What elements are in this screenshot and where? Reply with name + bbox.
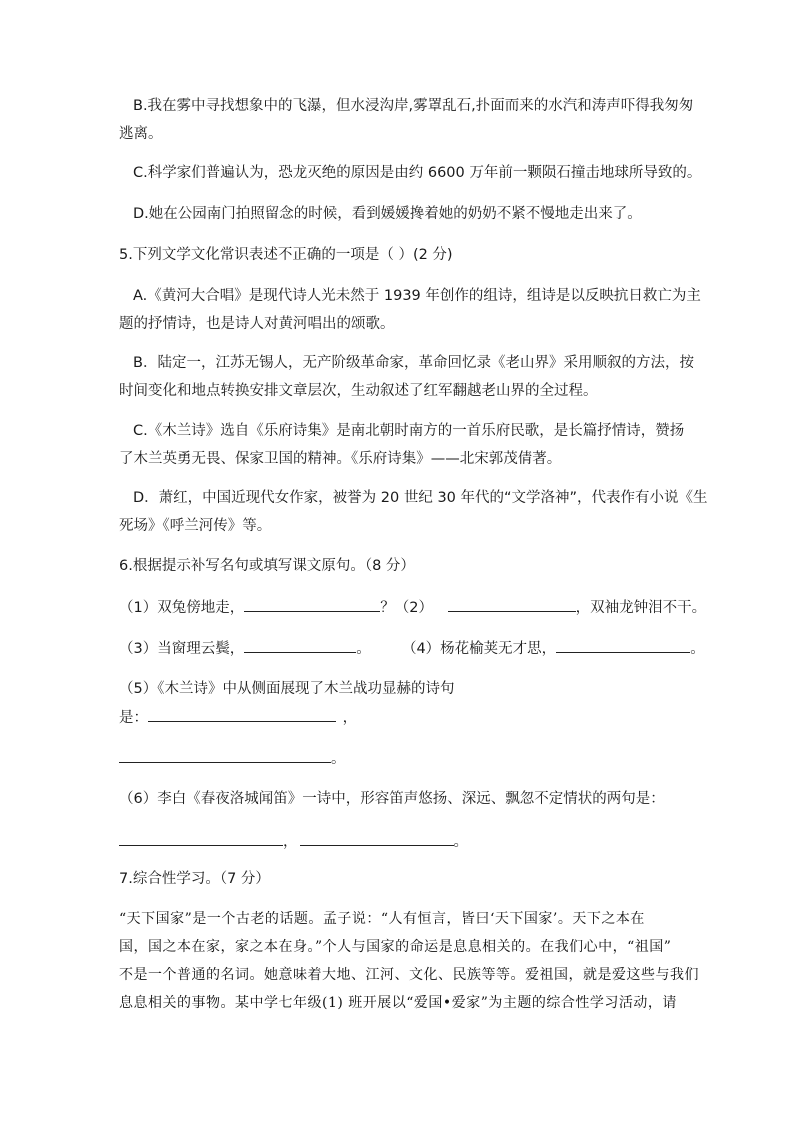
q6-part-2-label: ？（2） [380, 600, 433, 616]
q6-part-3-end: 。 [356, 641, 371, 657]
q6-part-5-label: （5）《木兰诗》中从侧面展现了木兰战功显赫的诗句 [119, 681, 455, 697]
answer-blank-1[interactable] [244, 597, 380, 612]
question-6-stem: 6.根据提示补写名句或填写课文原句。（8 分） [119, 558, 415, 574]
q6-line-3-4 [119, 638, 705, 659]
q5-option-d-line2: 死场》《呼兰河传》等。 [119, 518, 272, 534]
q6-part-5-prefix: 是： [119, 710, 148, 726]
answer-blank-3[interactable] [244, 638, 356, 653]
q7-passage-line4: 息息相关的事物。某中学七年级(1) 班开展以“爱国•爱家”为主题的综合性学习活动，请 [119, 995, 677, 1011]
q6-line-5b [119, 707, 357, 728]
answer-blank-6a[interactable] [119, 831, 283, 846]
question-7-stem: 7.综合性学习。（7 分） [119, 871, 270, 887]
q6-part-4-end: 。 [690, 641, 705, 657]
q5-option-b-line1: B．陆定一，江苏无锡人，无产阶级革命家，革命回忆录《老山界》采用顺叙的方法，按 [133, 355, 694, 371]
q6-line-1-2 [119, 597, 706, 618]
answer-blank-5a[interactable] [148, 707, 336, 722]
q6-part-6-end: 。 [453, 834, 468, 850]
answer-blank-5b[interactable] [119, 748, 331, 763]
q7-passage-line2: 国，国之本在家，家之本在身。”个人与国家的命运是息息相关的。在我们心中，“祖国” [119, 939, 672, 955]
answer-blank-6b[interactable] [300, 831, 454, 846]
q5-option-a-line2: 题的抒情诗，也是诗人对黄河唱出的颂歌。 [119, 316, 395, 332]
q5-option-c-line1: C.《木兰诗》选自《乐府诗集》是南北朝时南方的一首乐府民歌，是长篇抒情诗，赞扬 [133, 423, 685, 439]
option-d: D.她在公园南门拍照留念的时候，看到媛媛搀着她的奶奶不紧不慢地走出来了。 [133, 206, 642, 222]
q7-passage-line1: “天下国家”是一个古老的话题。孟子说：“人有恒言，皆曰‘天下国家’。天下之本在 [119, 911, 645, 927]
question-5-stem: 5.下列文学文化常识表述不正确的一项是（ ）(2 分) [119, 247, 453, 263]
q6-part-2-text: ，双袖龙钟泪不干。 [575, 600, 707, 616]
q5-option-d-line1: D．萧红，中国近现代女作家，被誉为 20 世纪 30 年代的“文学洛神”，代表作有小说《生 [133, 490, 708, 506]
q6-line-6b [119, 831, 468, 852]
q6-part-5-end: 。 [331, 751, 346, 767]
q6-part-6-label: （6）李白《春夜洛城闻笛》一诗中，形容笛声悠扬、深远、飘忽不定情状的两句是： [119, 791, 665, 807]
q6-part-6-comma: ， [283, 834, 298, 850]
q6-line-5c [119, 748, 346, 769]
option-b-line1: B.我在雾中寻找想象中的飞瀑，但水浸沟岸,雾罩乱石,扑面而来的水汽和涛声吓得我匆匆 [133, 98, 694, 114]
q6-part-4-label: （4）杨花榆荚无才思， [401, 641, 557, 657]
q6-part-1-label: （1）双兔傍地走， [119, 600, 245, 616]
q6-part-3-label: （3）当窗理云鬓， [119, 641, 245, 657]
q5-option-c-line2: 了木兰英勇无畏、保家卫国的精神。《乐府诗集》——北宋郭茂倩著。 [119, 451, 562, 467]
answer-blank-2[interactable] [448, 597, 576, 612]
option-b-line2: 逃离。 [119, 126, 163, 142]
answer-blank-4[interactable] [556, 638, 690, 653]
q5-option-a-line1: A.《黄河大合唱》是现代诗人光未然于 1939 年创作的组诗，组诗是以反映抗日救亡为主 [133, 288, 701, 304]
q7-passage-line3: 不是一个普通的名词。她意味着大地、江河、文化、民族等等。爱祖国，就是爱这些与我们 [119, 967, 699, 983]
q6-part-5-comma: ， [342, 710, 358, 726]
option-c: C.科学家们普遍认为，恐龙灭绝的原因是由约 6600 万年前一颗陨石撞击地球所导致的。 [133, 165, 702, 181]
q5-option-b-line2: 时间变化和地点转换安排文章层次，生动叙述了红军翻越老山界的全过程。 [119, 383, 598, 399]
